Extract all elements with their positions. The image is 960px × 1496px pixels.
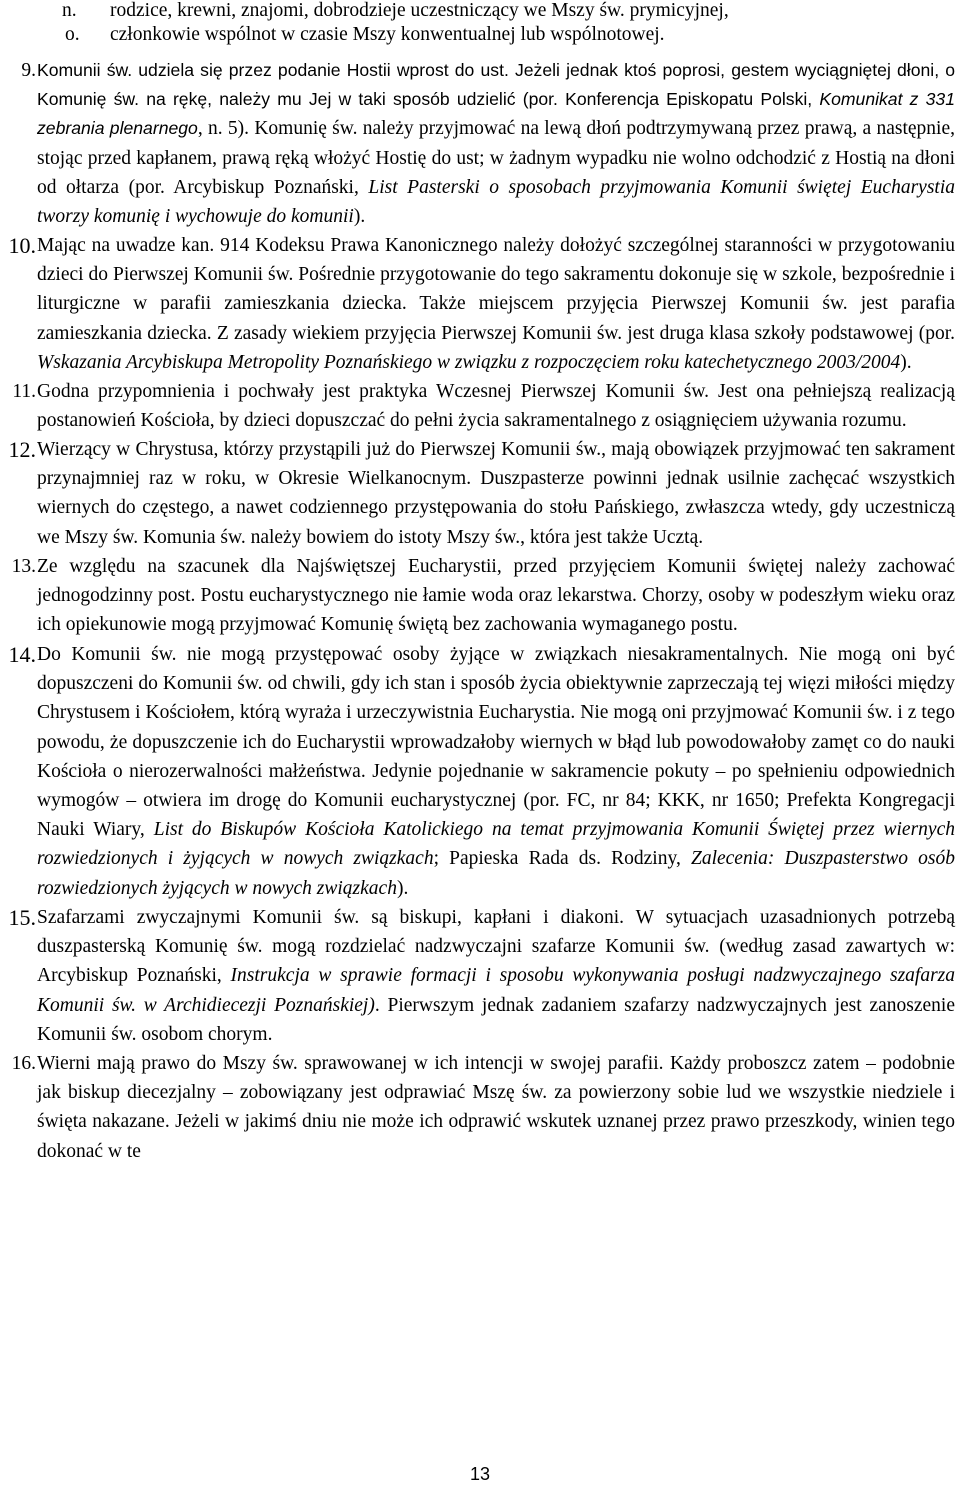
text-run: . Pierwszym jednak zadaniem szafarzy nadzwyczajnych jest zanoszenie Komunii św. osobom chorym. [37,994,955,1045]
item-number: 10. [8,233,36,258]
item-text [37,552,955,640]
text-run: Komunii św. udziela się przez podanie Hostii wprost do ust. Jeżeli jednak ktoś poprosi, gestem wyciągniętej dłoni, o Komunię św. na rękę, należy mu Jej w taki sposób udzielić (por. Konferencja Episkopatu Polski, [37,60,955,110]
italic-citation: Komunikat z 331 zebrania plenarnego [37,89,955,139]
item-text [37,56,955,231]
text-run: Ze względu na szacunek dla Najświętszej Eucharystii, przed przyjęciem Komunii świętej należy zachować jednogodzinny post. Postu eucharystycznego nie łamie woda oraz lekarstwa. Chorzy, osoby w podeszłym wieku oraz ich opiekunowie mogą przyjmować Komunię świętą bez zachowania wymaganego postu. [37,556,955,636]
text-run: Godna przypomnienia i pochwały jest praktyka Wczesnej Pierwszej Komunii św. Jest ona pełniejszą realizacją postanowień Kościoła, by dzieci dopuszczać do pełni życia sakramentalnego z osiągnięciem używania rozumu. [37,381,955,432]
subitem-marker: n. [62,0,77,21]
text-run: ). [353,206,366,228]
text-run: ). [396,877,409,899]
item-number: 15. [8,905,36,930]
item-number: 12. [8,437,36,462]
text-run: Wierzący w Chrystusa, którzy przystąpili już do Pierwszej Komunii św., mają obowiązek przyjmować ten sakrament przynajmniej raz w roku, w Okresie Wielkanocnym. Duszpasterze powinni jednak usilnie zachęcać wszystkich wiernych do częstego, a nawet codziennego przystępowania do stołu Pańskiego, zwłaszcza wtedy, gdy uczestniczą we Mszy św. Komunia św. należy bowiem do istoty Mszy św., która jest także Ucztą. [37,439,955,548]
text-run: ). [900,351,912,373]
item-number: 11. [12,381,36,402]
item-text [37,1049,955,1166]
item-text [37,435,955,552]
subitem-text: rodzice, krewni, znajomi, dobrodzieje uczestniczący we Mszy św. prymicyjnej, [110,0,729,21]
subitem-text: członkowie wspólnot w czasie Mszy konwentualnej lub wspólnotowej. [110,24,665,45]
item-number: 14. [8,642,36,667]
item-text [37,231,955,377]
item-number: 13. [11,556,36,577]
italic-citation: Zalecenia: Duszpasterstwo osób rozwiedzionych żyjących w nowych związkach [37,848,956,899]
item-text [37,903,955,1049]
item-text [37,377,955,435]
item-number: 9. [21,60,36,81]
text-run: Mając na uwadze kan. 914 Kodeksu Prawa Kanonicznego należy dołożyć szczególnej staranności w przygotowaniu dzieci do Pierwszej Komunii św. Pośrednie przygotowanie do tego sakramentu dokonuje się w szkole, bezpośrednie i liturgiczne w parafii zamieszkania dziecka. Także miejscem przyjęcia Pierwszej Komunii św. jest parafia zamieszkania dziecka. Z zasady wiekiem przyjęcia Pierwszej Komunii św. jest druga klasa szkoły podstawowej (por. [37,235,955,344]
page-number: 13 [469,1464,491,1484]
item-text [37,640,955,903]
italic-citation: List Pasterski o sposobach przyjmowania Komunii świętej Eucharystia tworzy komunię i wychowuje do komunii [37,176,955,228]
italic-citation: Wskazania Arcybiskupa Metropolity Poznańskiego w związku z rozpoczęciem roku katechetycznego 2003/2004 [37,351,901,373]
italic-citation: List do Biskupów Kościoła Katolickiego na temat przyjmowania Komunii Świętej przez wiernych rozwiedzionych i żyjących w nowych związkach [37,819,955,870]
text-run: , n. 5). Komunię św. należy przyjmować na lewą dłoń podtrzymywaną przez prawą, a następnie, stojąc przed kapłanem, prawą ręką włożyć Hostię do ust; w żadnym wypadku nie wolno odchodzić z Hostią na dłoni od ołtarza (por. Arcybiskup Poznański, [37,118,955,198]
subitem-marker: o. [65,24,80,45]
item-number: 16. [11,1053,36,1074]
italic-citation: Instrukcja w sprawie formacji i sposobu wykonywania posługi nadzwyczajnego szafarza Komunii św. w Archidiecezji Poznańskiej) [37,965,955,1016]
text-run: Do Komunii św. nie mogą przystępować osoby żyjące w związkach niesakramentalnych. Nie mogą oni być dopuszczeni do Komunii św. od chwili, gdy ich stan i sposób życia obiektywnie zaprzeczają tej więzi miłości między Chrystusem i Kościołem, którą wyraża i urzeczywistnia Eucharystia. Nie mogą oni przyjmować Komunii św. i z tego powodu, że dopuszczenie ich do Eucharystii wprowadzałoby wiernych w błąd lub powodowałoby zamęt co do nauki Kościoła o nierozerwalności małżeństwa. Jedynie pojednanie w sakramencie pokuty – po spełnieniu odpowiednich wymogów – otwiera im drogę do Komunii eucharystycznej (por. FC, nr 84; KKK, nr 1650; Prefekta Kongregacji Nauki Wiary, [37,644,955,841]
text-run: Szafarzami zwyczajnymi Komunii św. są biskupi, kapłani i diakoni. W sytuacjach uzasadnionych potrzebą duszpasterską Komunię św. mogą rozdzielać nadzwyczajni szafarze Komunii św. (według zasad zawartych w: Arcybiskup Poznański, [37,907,955,987]
text-run: ; Papieska Rada ds. Rodziny, [433,848,691,870]
text-run: Wierni mają prawo do Mszy św. sprawowanej w ich intencji w swojej parafii. Każdy proboszcz zatem – podobnie jak biskup diecezjalny – zobowiązany jest odprawiać Mszę św. za powierzony sobie lud we wszystkie niedziele i święta nakazane. Jeżeli w jakimś dniu nie może ich odprawić wskutek uznanej przez prawo przeszkody, winien tego dokonać w te [37,1053,955,1162]
